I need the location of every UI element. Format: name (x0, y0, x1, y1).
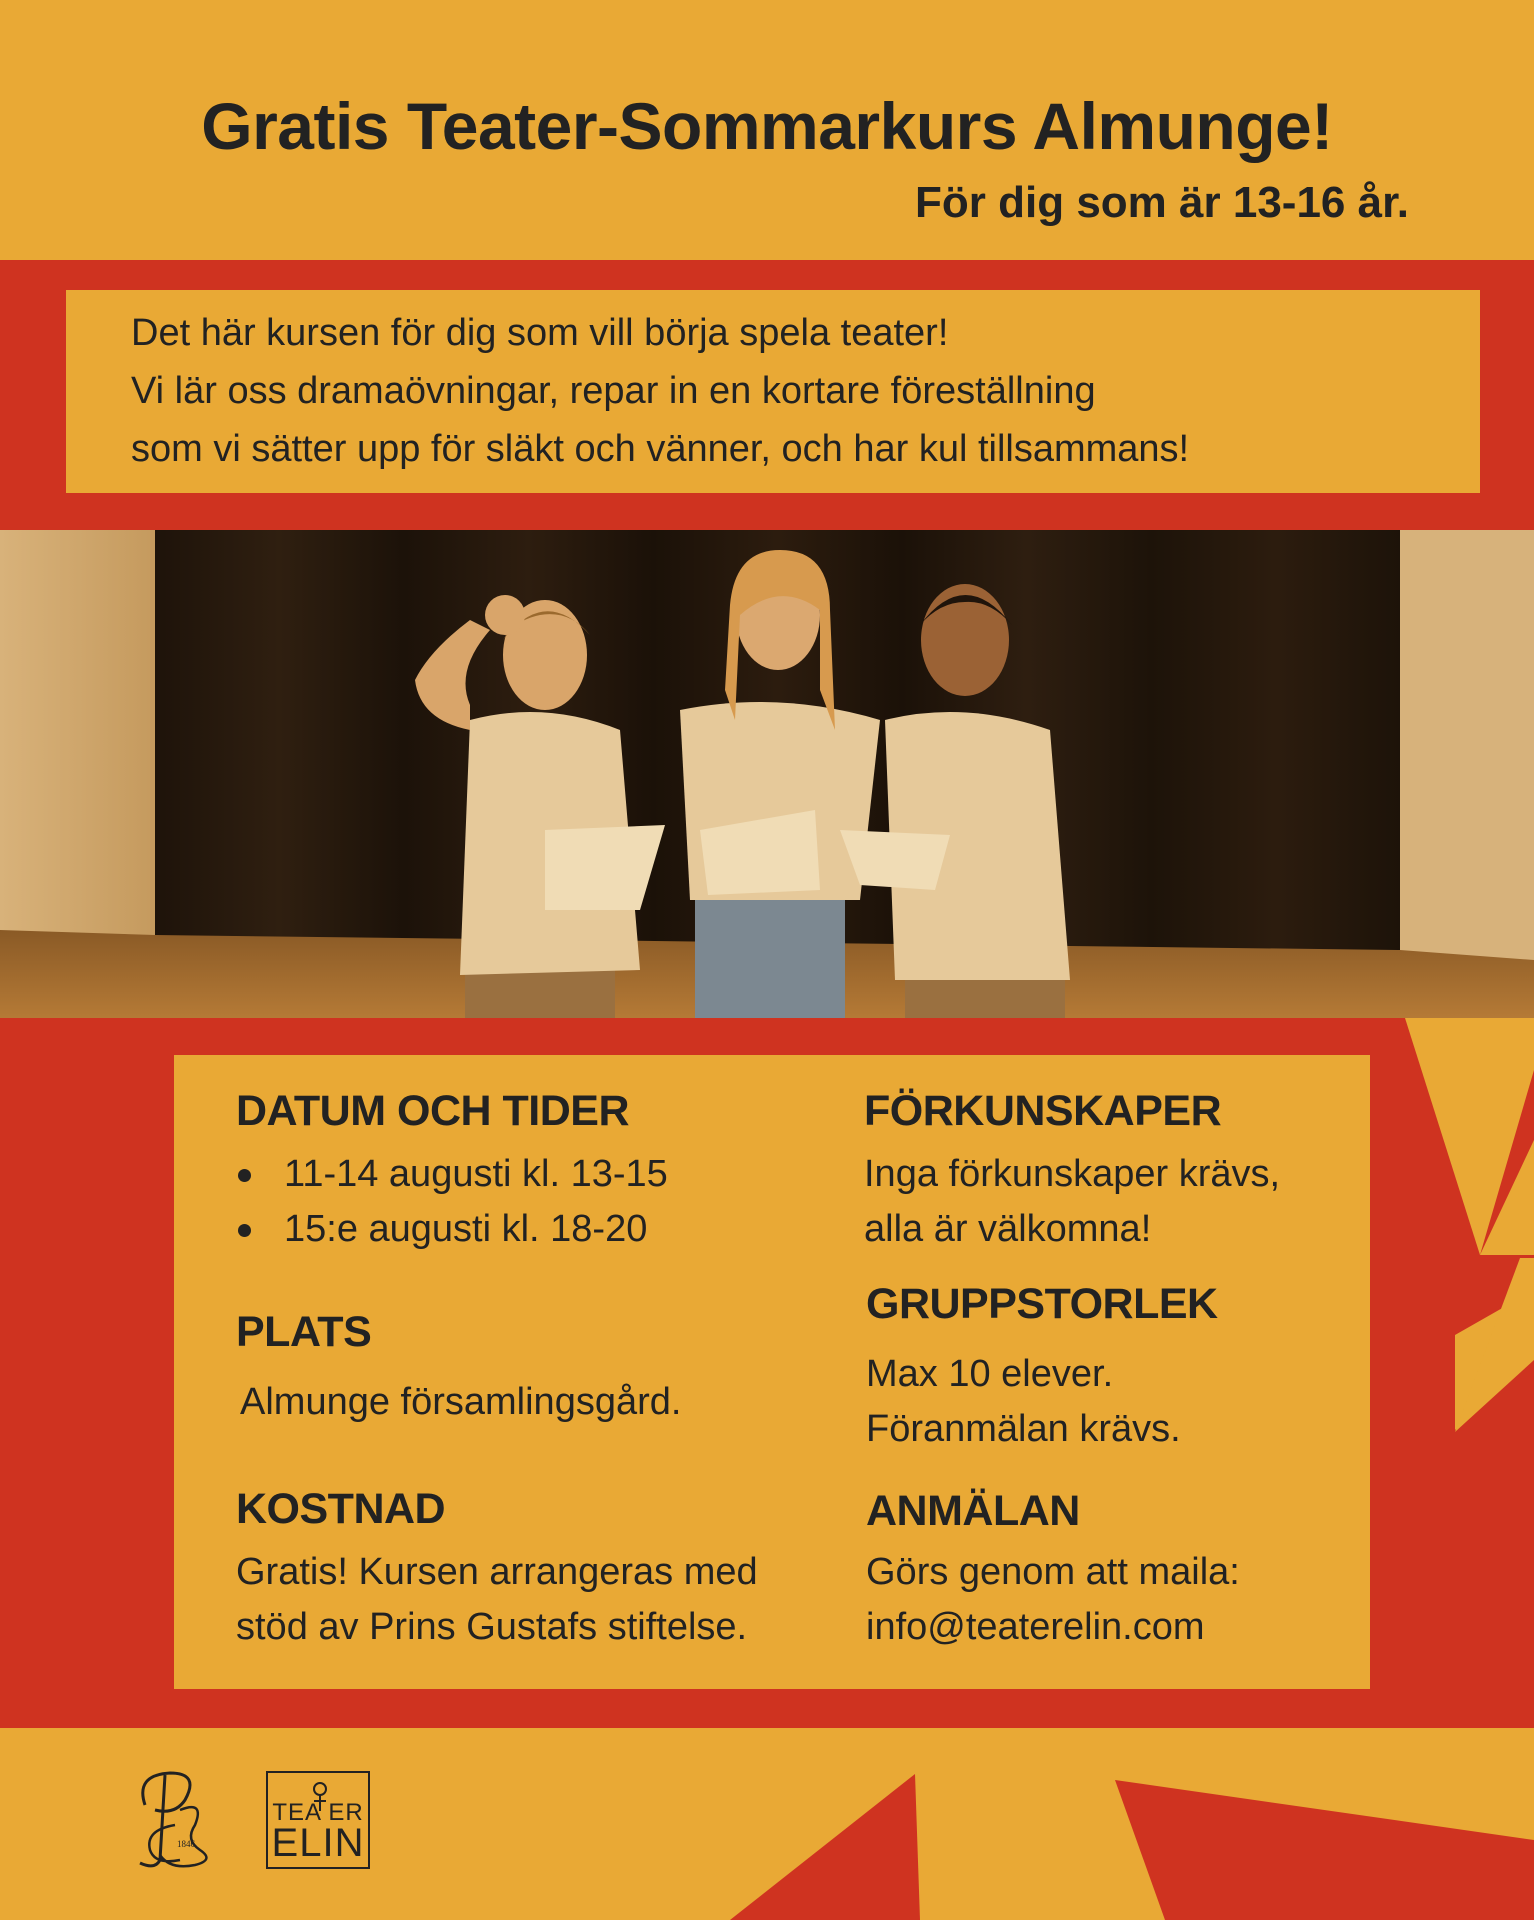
place-heading: PLATS (236, 1308, 372, 1356)
place-text: Almunge församlingsgård. (240, 1381, 682, 1423)
intro-line-3: som vi sätter upp för släkt och vänner, och har kul tillsammans! (131, 428, 1190, 470)
date-item-1 (234, 1147, 668, 1202)
intro-line-1: Det här kursen för dig som vill börja spela teater! (131, 312, 949, 354)
cost-line-2: stöd av Prins Gustafs stiftelse. (236, 1606, 748, 1648)
poster-subtitle: För dig som är 13-16 år. (915, 178, 1409, 227)
ps-logo-year: 1846 (177, 1839, 195, 1849)
dates-heading: DATUM OCH TIDER (236, 1087, 630, 1135)
date-item-1-text: 11-14 augusti kl. 13-15 (284, 1153, 668, 1195)
intro-box (66, 290, 1480, 493)
poster-title: Gratis Teater-Sommarkurs Almunge! (201, 89, 1333, 163)
date-item-2 (234, 1202, 668, 1257)
cost-line-1: Gratis! Kursen arrangeras med (236, 1551, 758, 1593)
logo-text-elin: ELIN (271, 1821, 365, 1865)
prereq-heading: FÖRKUNSKAPER (864, 1087, 1222, 1135)
prins-gustafs-stiftelse-logo (125, 1765, 225, 1875)
signup-heading: ANMÄLAN (866, 1487, 1080, 1535)
cost-heading: KOSTNAD (236, 1485, 446, 1533)
stage-photo (0, 530, 1534, 1018)
logo-text-teater: TEA ER (272, 1799, 364, 1826)
intro-line-2: Vi lär oss dramaövningar, repar in en kortare föreställning (131, 370, 1096, 412)
bullet-icon (238, 1169, 251, 1182)
signup-email[interactable]: info@teaterelin.com (866, 1606, 1205, 1648)
signup-line-1: Görs genom att maila: (866, 1551, 1240, 1593)
teater-elin-logo (266, 1771, 370, 1869)
info-box (174, 1055, 1370, 1689)
date-item-2-text: 15:e augusti kl. 18-20 (284, 1208, 648, 1250)
bullet-icon (238, 1224, 251, 1237)
group-line-2: Föranmälan krävs. (866, 1408, 1181, 1450)
prereq-line-1: Inga förkunskaper krävs, (864, 1153, 1281, 1195)
group-heading: GRUPPSTORLEK (866, 1280, 1218, 1328)
three-teens-reading-scripts-photo (0, 530, 1534, 1018)
dates-list (234, 1147, 668, 1257)
group-line-1: Max 10 elever. (866, 1353, 1114, 1395)
prereq-line-2: alla är välkomna! (864, 1208, 1152, 1250)
